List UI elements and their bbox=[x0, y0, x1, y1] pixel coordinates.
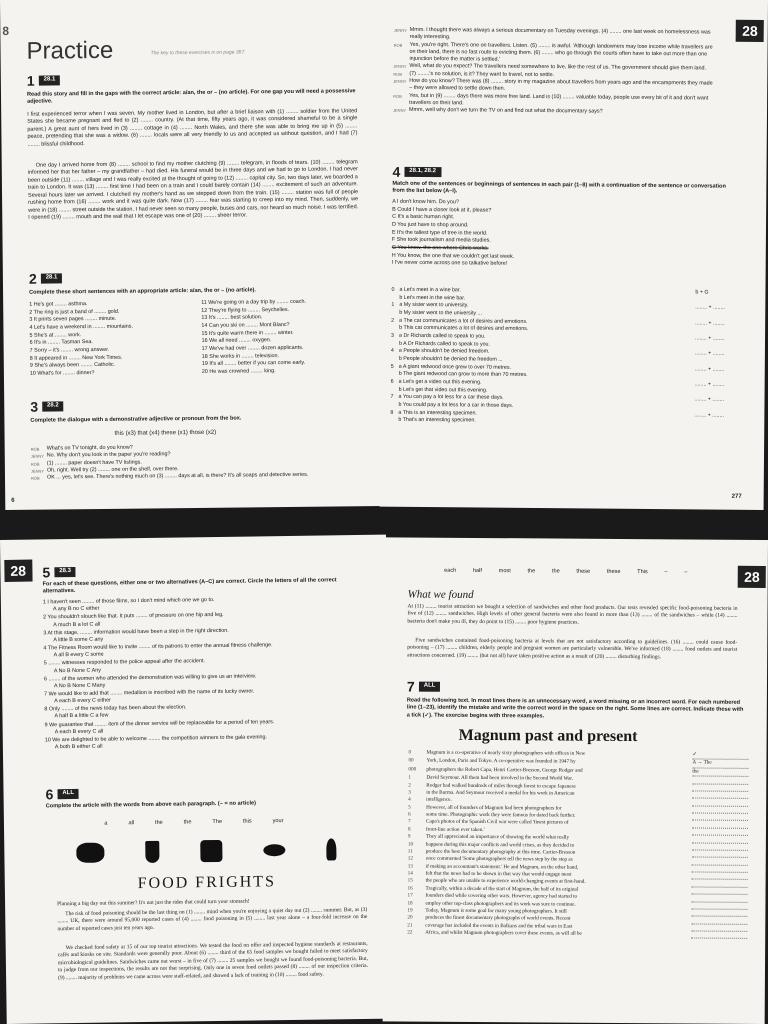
line-number: 19 bbox=[407, 907, 413, 914]
line-number: 22 bbox=[407, 929, 413, 936]
line-text: intelligence. bbox=[426, 796, 452, 804]
question-options[interactable]: A each B every C all bbox=[54, 728, 104, 736]
exercise-1-header bbox=[27, 71, 61, 90]
line-text: produce the best documentary photography at this time. Cartier-Bresson bbox=[425, 848, 576, 856]
dialogue-line: (7) ........'s no solution, is it? They want to travel, not to settle. bbox=[409, 70, 555, 78]
sentence-list-left bbox=[29, 300, 198, 378]
sentence-item: 20 He was crowned ........ king. bbox=[201, 368, 276, 375]
spacer bbox=[391, 325, 399, 333]
spacer bbox=[391, 294, 399, 302]
exercise-badge: 28.1 bbox=[41, 274, 63, 284]
word-option: this bbox=[242, 818, 252, 825]
line-text: However, all of founders of Magnum had been photographers for bbox=[426, 804, 562, 812]
answer-field[interactable]: ........ + ........ bbox=[694, 381, 725, 388]
word-option: – bbox=[664, 569, 668, 576]
dialogue-line: Well, what do you expect? The travellers need somewhere to live, like the rest of us. The government should give them land. bbox=[409, 63, 707, 72]
sentence-item: 18 She works in ........ television. bbox=[201, 352, 280, 360]
numbered-text-lines bbox=[407, 749, 748, 939]
exercise-5-header bbox=[42, 563, 76, 582]
question-text: 3 At this stage, ........ information would have been a step in the right direction. bbox=[43, 627, 229, 637]
findings-paragraph-1: At (11) ........ tourist attraction we bought a selection of sandwiches and other food products. Our tests revealed specific food-poisoning bacteria in five of (12) ........ sandwiches. High levels of other general bacteria were also found in more than (13) ........ of the sandwiches – while (14) ........ bacteria don't make you ill, they do point to (15) ........ poor hygiene practices. bbox=[407, 603, 738, 626]
speaker-label: ROB bbox=[393, 93, 402, 99]
sentence-a: a Dr Richards called to speak to you. bbox=[399, 332, 486, 340]
sentence-b: b This cat communicates a lot of desires and emotions. bbox=[399, 325, 529, 333]
word-box bbox=[436, 568, 696, 577]
sentence-b: b That's an interesting specimen. bbox=[398, 417, 476, 424]
question-text: 4 The Fitness Room would like to invite ........ of its patrons to enter the annual fitness challenge. bbox=[43, 642, 273, 652]
sentence-item: 1 He's got ........ asthma. bbox=[29, 301, 88, 308]
article-banner: FOOD FRIGHTS bbox=[137, 873, 277, 893]
speaker-label: ROB bbox=[30, 461, 40, 467]
ice-cream-icon bbox=[145, 841, 159, 863]
question-options[interactable]: A all B every C some bbox=[53, 651, 104, 659]
speaker-label: ROB bbox=[30, 446, 40, 452]
continuation-options bbox=[392, 199, 733, 271]
exercise-number: 1 bbox=[26, 72, 35, 89]
exercise-6-instruction: Complete the article with the words from above each paragraph. (– = no article) bbox=[45, 800, 257, 810]
dialogue-line: Yes, you're right. There's one on travellers. Listen. (5) ........ is awful. 'Although landowners may lose income while travellers are on their land, there is no fast route to evicting them. (6) ........ who go through the courts often have to take out more than one injunction before the matter is settled.' bbox=[409, 41, 713, 63]
exercise-number: 4 bbox=[392, 163, 401, 180]
dialogue-line: Mmm. I thought there was always a serious documentary on Tuesday evenings. (4) ........ one last week on homelessness was really interesting. bbox=[409, 26, 711, 41]
question-options[interactable]: A half B a little C a few bbox=[54, 712, 109, 720]
dialogue-line: Yes, but in (9) ........ days there was more free land. Land is (10) ........ valuable today, people use every bit of it and don't want travellers on their land. bbox=[409, 92, 709, 107]
sentence-item: 6 It's in ........ Tasman Sea. bbox=[29, 339, 93, 347]
word-option: the bbox=[527, 568, 536, 575]
continuation-option: I I've never come across one so talkative before! bbox=[391, 260, 508, 268]
line-number: 8 bbox=[407, 826, 411, 833]
line-number: 16 bbox=[407, 885, 413, 892]
exercise-number: 6 bbox=[45, 786, 54, 803]
line-number: 10 bbox=[407, 840, 414, 848]
sentence-a: a A giant redwood once grew to over 70 metres. bbox=[398, 363, 511, 371]
word-option: half bbox=[472, 567, 483, 575]
continuation-option: F She took journalism and media studies. bbox=[391, 237, 491, 244]
line-text: some time. Photographic work they were famous for dated back further. bbox=[426, 811, 576, 819]
page-left-bottom bbox=[0, 535, 393, 1024]
word-option: your bbox=[272, 818, 284, 825]
exercise-5-instruction: For each of these questions, either one or two alternatives (A–C) are correct. Circle the letters of all the correct alternatives. bbox=[42, 577, 337, 595]
question-text: 9 We guarantee that ........ item of the dinner service will be replaceable for a period of ten years. bbox=[44, 718, 275, 728]
continuation-option: G You know, the one where Chris works. bbox=[391, 244, 489, 252]
speaker-label: JENNY bbox=[393, 27, 407, 33]
line-number: 20 bbox=[407, 914, 413, 921]
dialogue-line: (1) ........ paper doesn't have TV listings. bbox=[46, 459, 142, 467]
speaker-label: JENNY bbox=[393, 64, 407, 70]
speaker-label: ROB bbox=[393, 42, 403, 48]
word-box: this (x3) that (x4) these (x1) those (x2) bbox=[114, 429, 217, 437]
line-text: if making an accountant's statement.' He and Magnum, on the other hand, bbox=[425, 863, 579, 871]
word-option: This bbox=[637, 569, 648, 576]
exercise-badge: 28.2 bbox=[42, 402, 64, 412]
sentence-a: a The cat communicates a lot of desires and emotions. bbox=[399, 317, 528, 325]
exercise-number: 5 bbox=[42, 564, 51, 581]
spacer bbox=[391, 386, 399, 394]
dialogue-row bbox=[393, 107, 713, 117]
sentence-b: b My sister went to the university ... bbox=[399, 309, 483, 317]
line-text: Tragically, within a decade of the start of Magnum, the half of its original bbox=[425, 885, 579, 893]
exercise-4-instruction: Match one of the sentences or beginnings of sentences in each pair (1–8) with a continuation of the sentence or conversation from the list below (A–I). bbox=[392, 180, 726, 195]
question-options[interactable]: A both B either C all bbox=[54, 743, 103, 751]
sentence-item: 13 It's ........ best solution. bbox=[201, 314, 263, 322]
sandwich-icon bbox=[77, 843, 105, 863]
line-text: in the Burma. And Seymour received a medal for his work in American bbox=[426, 789, 575, 797]
exercise-6-header bbox=[45, 785, 79, 804]
question-options[interactable]: A any B no C either bbox=[52, 605, 100, 613]
line-number: 14 bbox=[407, 870, 413, 877]
answer-field[interactable]: ........ + ........ bbox=[694, 412, 724, 419]
pair-number: 3 bbox=[391, 332, 395, 339]
line-number: 15 bbox=[407, 877, 413, 884]
article-paragraph-1: The risk of food poisoning should be the last thing on (1) ........ mind when you're enjoying a quiet day out (2) ........ summer. But, as (3) ........ UK, there were around 95,000 reported cases of (4) ........ food poisoning in (5) ........ last year alone – a four-fold increase on the number of reported cases just ten years ago. bbox=[57, 906, 368, 933]
line-text: felt that the news had to be shown in that way that would engage most bbox=[425, 870, 572, 878]
continuation-option: C It's a basic human right. bbox=[392, 214, 455, 221]
spacer bbox=[390, 417, 398, 425]
line-text: the people who are unable to experience world-changing events at first-hand. bbox=[425, 877, 586, 886]
pair-number: 1 bbox=[391, 302, 395, 309]
question-text: 5 ........ witnesses responded to the police appeal after the accident. bbox=[43, 658, 205, 667]
line-number: 000 bbox=[408, 766, 417, 773]
question-options[interactable]: A No B None C Many bbox=[54, 682, 106, 690]
word-option: – bbox=[684, 569, 688, 576]
sentence-item: 3 It prints seven pages ........ minute. bbox=[29, 316, 117, 324]
answer-field[interactable]: ........ + ........ bbox=[694, 350, 725, 358]
sentence-a: a You can pay a lot less for a car these days. bbox=[398, 394, 504, 402]
question-options[interactable]: A each B every C either bbox=[54, 697, 111, 705]
exercise-number: 2 bbox=[28, 270, 37, 287]
question-options[interactable]: A much B a lot C all bbox=[53, 621, 101, 628]
dialogue bbox=[31, 442, 351, 482]
answer-field[interactable]: ........ + ........ bbox=[695, 320, 725, 327]
continuation-option: E It's the tallest type of tree in the world. bbox=[391, 229, 488, 237]
continuation-option: A I don't know him. Do you? bbox=[392, 198, 459, 206]
line-number: 3 bbox=[408, 789, 411, 796]
sentence-b: b A Dr Richards called to speak to you. bbox=[398, 340, 490, 348]
sentence-item: 12 They're flying to ........ Seychelles. bbox=[201, 306, 290, 314]
line-text: coverage has included the events in Balkans and the tribal wars in East bbox=[425, 922, 573, 930]
chicken-leg-icon bbox=[326, 838, 336, 860]
spacer bbox=[390, 402, 398, 410]
unit-tab: 28 bbox=[738, 566, 766, 588]
question-text: 6 ........ of the women who attended the demonstration was willing to give us an interview. bbox=[43, 673, 257, 682]
line-number: 0 bbox=[408, 749, 412, 756]
speaker-label: ROB bbox=[30, 475, 40, 481]
exercise-badge: ALL bbox=[419, 682, 441, 692]
page-right-bottom bbox=[383, 537, 768, 1024]
line-text: photographers the Robert Capa, Henri Cartier-Bresson, George Rodger and bbox=[426, 766, 583, 774]
word-option: the bbox=[183, 819, 192, 826]
dialogue-line: How do you know? There was (8) ........ story in my magazine about travellers from years ago and the encampments they made – they were allowed to settle down then. bbox=[409, 77, 713, 93]
exercise-badge: ALL bbox=[57, 789, 79, 799]
spacer bbox=[391, 310, 399, 318]
word-option: these bbox=[606, 568, 621, 575]
speaker-label: JENNY bbox=[393, 78, 407, 84]
line-text: founders died while covering other wars. However, agency had started to bbox=[425, 892, 578, 900]
line-number: 9 bbox=[407, 833, 411, 840]
answer-field[interactable]: ........ + ........ bbox=[694, 366, 725, 373]
line-text: Today, Magnum is some goal for many young photographers. It still bbox=[425, 907, 567, 915]
article-paragraph-2: We checked food safety at 15 of our top tourist attractions. We tested the food on offer and inspected hygiene standards at restaurants, cafés and kiosks on site. Standards were generally poor. About (6) ........ third of the 65 food samples we bought failed to meet satisfactory microbiological guidelines. Sandwiches came out worst – in five of (7) ........ 25 samples we bought we found food-poisoning bacteria. But, to judge from our inspections, the results are not that surprising. Only one in seven food outlets passed (8) ........ of our inspection criteria. (9) ........ majority of problems we came across were staff-related, and showed a lack of training in (10) ........ food safety. bbox=[57, 940, 369, 981]
pair-number: 6 bbox=[390, 378, 394, 385]
dialogue-line: Mmm, well why don't we turn the TV on and find out what the documentary says? bbox=[408, 107, 603, 115]
dialogue-line: What's on TV tonight, do you know? bbox=[46, 444, 133, 452]
line-number: 11 bbox=[407, 848, 413, 855]
line-number: 4 bbox=[408, 796, 411, 803]
sentence-item: 2 The ring is just a band of ........ gold. bbox=[29, 308, 120, 316]
speaker-label: JENNY bbox=[30, 453, 44, 459]
sentence-b: b People shouldn't be denied the freedom ... bbox=[398, 355, 503, 363]
question-text: 2 You shouldn't slouch like that. It puts ........ of pressure on one hip and leg. bbox=[43, 612, 224, 621]
speaker-label: ROB bbox=[393, 71, 403, 77]
word-option: most bbox=[498, 568, 511, 575]
exercise-number: 3 bbox=[30, 398, 39, 415]
question-options[interactable]: A No B None C Any bbox=[53, 667, 101, 674]
line-text: Africa, and whilst Magnum photographers cover these events, as will all be bbox=[425, 929, 582, 937]
spacer bbox=[694, 420, 750, 428]
page-number: 277 bbox=[731, 493, 742, 500]
sentence-item: 4 Let's have a weekend in ........ mountains. bbox=[29, 323, 133, 331]
line-text: employ other top-class photographers and its work was sure to continue. bbox=[425, 900, 576, 908]
line-number: 21 bbox=[407, 922, 413, 929]
sentence-a: a My sister went to university. bbox=[399, 302, 469, 309]
speaker-label: JENNY bbox=[392, 107, 407, 114]
answer-field[interactable]: b + G bbox=[695, 289, 709, 296]
spacer bbox=[391, 371, 399, 379]
sentence-b: b Let's get that video out this evening. bbox=[398, 386, 488, 394]
exercise-7-instruction: Read the following text. In most lines there is an unnecessary word, a word missing or an incorrect word. For each numbered line (1–23), identify the mistake and write the correct word in the space on the right. Some lines are correct. Indicate these with a tick (✓). The exercise begins with three examples. bbox=[406, 697, 744, 719]
dialogue-continued bbox=[393, 27, 714, 117]
question-options[interactable]: A little B some C any bbox=[53, 636, 104, 644]
sentence-b: b You could pay a lot less for a car in those days. bbox=[398, 401, 514, 409]
line-number: 1 bbox=[408, 774, 411, 781]
article-lead: Planning a big day out this summer? It's not just the rides that could turn your stomach! bbox=[57, 898, 250, 908]
sentence-item: 16 We all need ........ oxygen. bbox=[201, 337, 272, 345]
answer-space[interactable]: ✓ bbox=[692, 751, 748, 760]
sentence-b: b The giant redwood can grow to more than 70 metres. bbox=[398, 371, 528, 379]
sentence-a: a Let's get a video out this evening. bbox=[398, 378, 482, 386]
sentence-item: 10 What's for ........ dinner? bbox=[29, 370, 95, 377]
dialogue-line: Oh, right. Well try (2) ........ one on the shelf, over there. bbox=[46, 466, 179, 474]
exercise-3-header bbox=[30, 397, 64, 416]
question-text: 8 Only ........ of the news today has been about the election. bbox=[44, 704, 187, 713]
pair-number: 0 bbox=[391, 286, 395, 293]
line-number: 6 bbox=[408, 811, 411, 818]
exercise-2-sentences bbox=[29, 298, 370, 378]
word-option: each bbox=[444, 567, 457, 574]
sentence-item: 8 It appeared in ........ New York Times. bbox=[29, 354, 123, 362]
sentence-item: 7 Sorry – it's ........ wrong answer. bbox=[29, 346, 110, 354]
line-number: 12 bbox=[407, 855, 413, 862]
line-text: produces the finest documentary photographs of world events. Recent bbox=[425, 914, 571, 922]
exercise-badge: 28.1 bbox=[39, 76, 61, 86]
answer-field[interactable]: ........ + ........ bbox=[695, 304, 725, 311]
page-number: 6 bbox=[11, 497, 15, 504]
exercise-number: 7 bbox=[406, 678, 415, 695]
speaker-label: JENNY bbox=[30, 468, 45, 474]
spacer bbox=[391, 356, 399, 364]
sentence-item: 11 We're going on a day trip by ........ coach. bbox=[201, 298, 307, 306]
exercise-4-header bbox=[392, 163, 441, 182]
pair-number: 8 bbox=[390, 409, 394, 416]
corner-number: 8 bbox=[2, 23, 10, 38]
answer-space[interactable]: A → The bbox=[692, 760, 748, 769]
sentence-a: a Let's meet in a wine bar. bbox=[399, 286, 461, 294]
answer-space[interactable]: the bbox=[692, 768, 748, 777]
word-option: these bbox=[576, 568, 591, 575]
answer-space[interactable] bbox=[691, 931, 747, 939]
question-text: 7 We would like to add that ........ medallion is inscribed with the name of its lucky owner. bbox=[44, 688, 255, 698]
continuation-option: H You know, the one that we couldn't get last week. bbox=[391, 252, 515, 260]
unit-tab: 28 bbox=[4, 560, 32, 583]
sentence-pairs bbox=[390, 287, 751, 428]
word-box bbox=[94, 818, 294, 828]
burger-icon bbox=[200, 840, 222, 862]
pair-number: 2 bbox=[391, 317, 395, 324]
line-text: They all appreciated an importance of showing the world what really bbox=[425, 833, 570, 841]
sentence-item: 15 It's quite warm there in ........ winter. bbox=[201, 329, 294, 337]
continuation-option: B Could I have a closer look at it, please? bbox=[392, 206, 492, 214]
exercise-2-instruction: Complete these short sentences with an appropriate article: a/an, the or – (no article). bbox=[29, 287, 257, 296]
line-number: 13 bbox=[407, 863, 413, 870]
word-option: The bbox=[212, 818, 223, 826]
page-left-top bbox=[0, 0, 391, 510]
word-option: a bbox=[104, 820, 108, 827]
word-option: the bbox=[551, 568, 560, 575]
pair-number: 5 bbox=[390, 363, 394, 370]
line-text: once commented 'Some photographers tell the news step by the step as bbox=[425, 855, 573, 863]
story-paragraph-1: I first experienced terror when I was seven. My mother lived in London, but after a brief liaison with (1) ........ soldier from the United States she became pregnant and fled to (2) ........ country. (At that time, fifty years ago, it was considered shameful to be a single parent.) A great aunt of hers lived in (3) ........ cottage in (4) ........ North Wales, and there she was able to bring me up in (5) ........ peace, pretending that she was a widow. (6) ........ locals were all very friendly to us and accepted us without question, and I had (7) ........ blissful childhood. bbox=[27, 108, 358, 148]
question-list bbox=[43, 595, 375, 753]
line-text: Magnum is a co-operative of nearly sixty photographers with offices in New bbox=[426, 749, 586, 757]
line-number: 00 bbox=[408, 757, 414, 764]
exercise-badge: 28.1, 28.2 bbox=[404, 167, 441, 177]
key-reference: The key to these exercises is on page 367. bbox=[150, 49, 246, 57]
sentence-item: 17 We've had over ........ dozen applicants. bbox=[201, 344, 304, 352]
pair-number: 4 bbox=[390, 348, 394, 355]
exercise-3-instruction: Complete the dialogue with a demonstrative adjective or pronoun from the box. bbox=[30, 415, 242, 424]
exercise-1-instruction: Read this story and fill in the gaps with the correct article: a/an, the or – (no article). For one gap you will need a possessive adjective. bbox=[26, 88, 356, 105]
article-title: Magnum past and present bbox=[458, 726, 638, 746]
section-title: What we found bbox=[407, 588, 474, 601]
question-text: 1 I haven't seen ........ of those films, so I don't mind which one we go to. bbox=[42, 597, 215, 606]
answer-field[interactable]: ........ + ........ bbox=[694, 396, 725, 404]
line-text: York, London, Paris and Tokyo. A co-operative was founded in 1947 by bbox=[426, 757, 576, 766]
exercise-2-header bbox=[29, 269, 63, 288]
sentence-list-right bbox=[201, 298, 370, 376]
story-paragraph-2: One day I arrived home from (8) ........ school to find my mother clutching (9) ........ telegram, in floods of tears. (10) ........ telegram informed her that her father – my grandfather – had died. His funeral would be in three days and we had to go to London. I had never been outside (11) ........ village and I was really excited at the thought of going to (12) ........ capital city. So, two days later, we boarded a train to London. It was (13) ........ first time I had been on a train and I could barely contain (14) ........ excitement of such an adventure. Several hours later we arrived. I clutched my mother's hand as we stepped down from the train. (15) ........ station was full of people rushing home from (16) ........ work and it was quite dark. Now (17) ........ fear was starting to creep into my mind. Then, suddenly, we were in (18) ........ street outside the station. I had never seen so many people, buses and cars, nor heard so much noise. I was terrified. I opened (19) ........ mouth and the wail that I let escape was one of (20) ........ sheer terror. bbox=[27, 159, 359, 221]
sentence-a: a People shouldn't be denied freedom. bbox=[398, 348, 490, 355]
line-text: Rodger had walked hundreds of miles through forest to escape Japanese bbox=[426, 782, 576, 790]
line-text: happens during this major conflicts and world crises, as they decided to bbox=[425, 841, 575, 849]
findings-paragraph-2: Five sandwiches contained food-poisoning bacteria at levels that are not satisfactory according to guidelines. (16) ........ could cause food-poisoning – (17) ........ children, elderly people and pregnant women are particularly vulnerable. We've informed (18) ........ food outlets and tourist attractions concerned. (19) ........ (but not all) have taken positive action as a result of (20) ........ disturbing findings. bbox=[407, 637, 738, 661]
page-right-top bbox=[380, 0, 768, 510]
line-number: 18 bbox=[407, 899, 413, 907]
pair-number: 7 bbox=[390, 394, 394, 401]
food-illustrations bbox=[56, 835, 356, 867]
line-number: 7 bbox=[408, 818, 411, 825]
question-text: 10 We are delighted to be able to welcome ........ the competition winners to the gala evening. bbox=[44, 734, 268, 744]
answer-field[interactable]: ........ + ........ bbox=[695, 335, 725, 342]
continuation-option: D You just have to shop around. bbox=[391, 221, 469, 229]
sentence-item: 14 Can you ski on ........ Mont Blanc? bbox=[201, 322, 290, 329]
unit-tab: 28 bbox=[736, 20, 764, 42]
dialogue-line: OK ... yes, let's see. There's nothing much on (3) ........ days at all, is there? It's all soaps and detective series. bbox=[46, 471, 309, 481]
word-option: the bbox=[154, 819, 163, 826]
hot-dog-icon bbox=[263, 844, 285, 856]
sentence-item: 9 She's always been ........ Catholic. bbox=[29, 362, 116, 370]
exercise-badge: 28.3 bbox=[54, 567, 76, 577]
line-text: David Seymour. All them had been involved in the Second World War. bbox=[426, 774, 574, 782]
spacer bbox=[391, 340, 399, 348]
sentence-item: 19 It's all ........ better if you can come early. bbox=[201, 360, 306, 368]
sentence-item: 5 She's at ........ work. bbox=[29, 331, 82, 339]
line-number: 2 bbox=[408, 781, 411, 789]
dialogue-line: No. Why don't you look in the paper you're reading? bbox=[46, 451, 171, 459]
dialogue-row bbox=[393, 41, 713, 66]
word-option: all bbox=[128, 820, 135, 827]
line-number: 5 bbox=[408, 804, 411, 811]
line-text: Capa's photos of the Spanish Civil war were called 'finest pictures of bbox=[426, 818, 569, 826]
line-number: 17 bbox=[407, 892, 413, 899]
numbered-line bbox=[407, 929, 747, 939]
line-text: front-line action ever taken.' bbox=[425, 826, 485, 833]
sentence-b: b Let's meet in the wine bar. bbox=[399, 294, 466, 302]
exercise-7-header bbox=[407, 677, 441, 695]
page-title: Practice bbox=[26, 36, 114, 65]
sentence-a: a This is an interesting specimen. bbox=[398, 409, 477, 417]
